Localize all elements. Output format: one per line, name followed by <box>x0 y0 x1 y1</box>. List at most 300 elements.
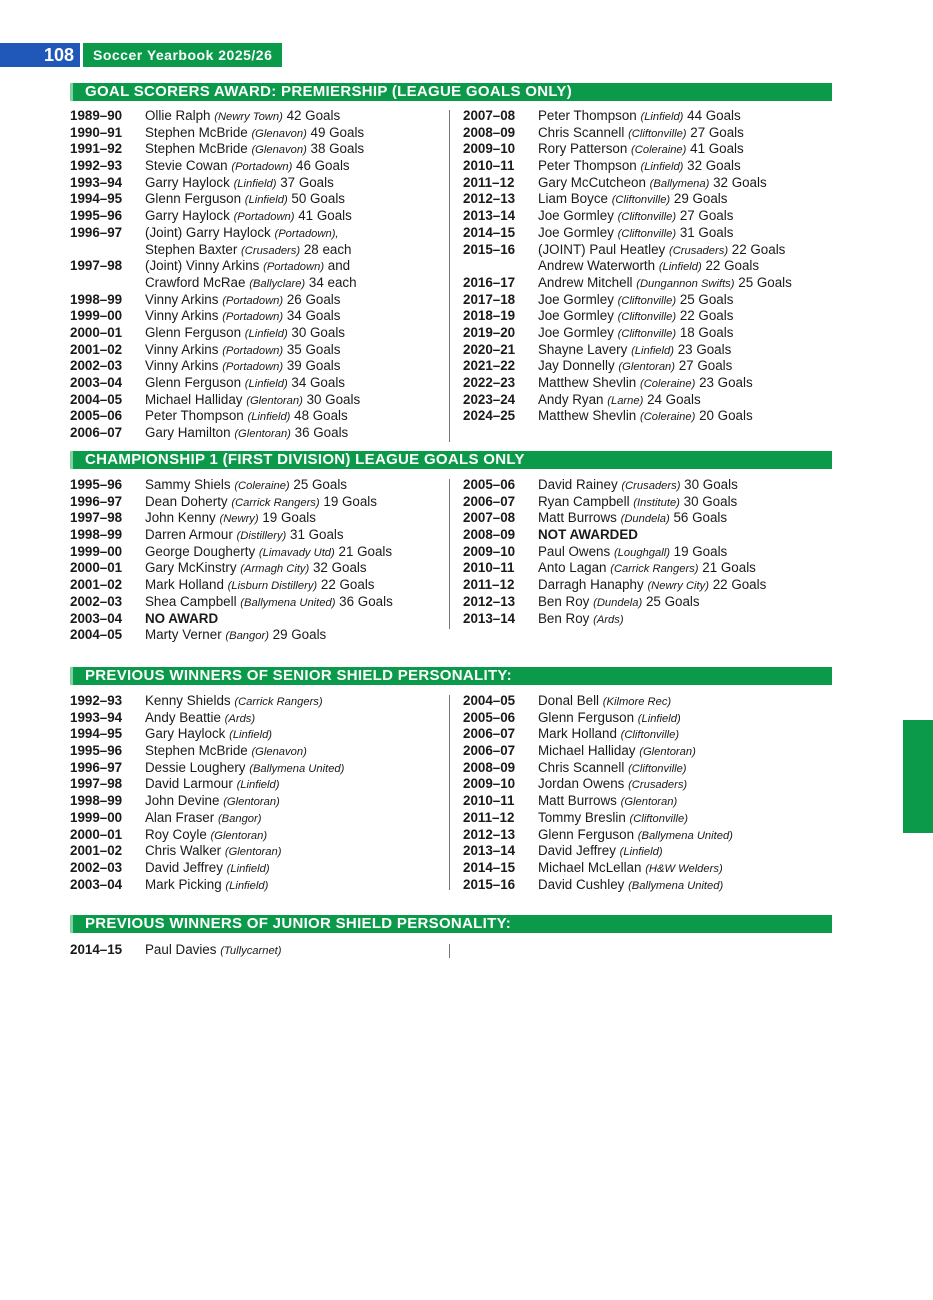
club-name: (Portadown) <box>233 211 295 224</box>
club-name: (Linfield) <box>244 327 288 340</box>
club-name: (Linfield) <box>619 846 663 859</box>
goal-count: 19 Goals <box>323 493 377 509</box>
list-item <box>70 627 440 644</box>
season-year: 2012–13 <box>463 593 516 609</box>
goal-count: 38 Goals <box>310 141 365 157</box>
goal-count: 22 Goals <box>679 308 734 324</box>
premiership-right-list <box>463 108 823 425</box>
player-name: David Larmour <box>145 776 233 792</box>
club-name: (Glentoran) <box>234 428 291 441</box>
winner-entry <box>145 544 392 562</box>
column-divider <box>449 695 450 890</box>
player-name: Gary Haylock <box>145 726 226 742</box>
club-name: (Newry Town) <box>214 111 283 123</box>
goal-count: 34 each <box>308 274 357 290</box>
player-name: Vinny Arkins <box>145 308 219 324</box>
winner-entry <box>145 141 364 159</box>
club-name: (Tullycarnet) <box>220 945 282 957</box>
winner-entry <box>538 175 767 193</box>
player-name: Joe Gormley <box>538 291 614 307</box>
publication-title: Soccer Yearbook 2025/26 <box>83 43 282 67</box>
list-item <box>463 477 823 494</box>
club-name: (Portadown) <box>222 311 284 324</box>
winner-entry <box>538 258 759 276</box>
season-year: 2006–07 <box>463 726 516 742</box>
player-name: Ollie Ralph <box>145 108 211 123</box>
season-year: 2010–11 <box>463 158 515 174</box>
player-name: Donal Bell <box>538 693 600 708</box>
season-year: 1998–99 <box>70 527 123 543</box>
season-year: 2022–23 <box>463 375 516 390</box>
list-item <box>463 494 823 511</box>
list-item <box>463 225 823 242</box>
club-name: (Cliftonville) <box>629 812 688 825</box>
club-name: (Portadown) <box>222 294 284 307</box>
season-year: 2011–12 <box>463 174 515 190</box>
list-item <box>70 877 440 894</box>
player-name: Darragh Hanaphy <box>538 577 644 593</box>
winner-entry <box>145 325 345 343</box>
winner-entry <box>538 308 733 326</box>
list-item <box>70 793 440 810</box>
section-title-senior-shield: PREVIOUS WINNERS OF SENIOR SHIELD PERSONALITY: <box>70 667 832 685</box>
club-name: (Cliftonville) <box>628 127 687 140</box>
club-name: (Portadown), <box>274 227 339 240</box>
player-name: Stephen McBride <box>145 124 248 140</box>
list-item <box>70 760 440 777</box>
player-name: Joe Gormley <box>538 324 614 340</box>
goal-count: 31 Goals <box>679 224 734 240</box>
club-name: (Distillery) <box>236 530 287 543</box>
winner-entry <box>145 810 261 828</box>
winner-entry <box>538 275 792 293</box>
list-item <box>463 527 823 544</box>
club-name: (Carrick Rangers) <box>610 563 699 576</box>
player-name: Gary Hamilton <box>145 425 231 441</box>
player-name: Matthew Shevlin <box>538 375 637 390</box>
list-item <box>70 392 440 409</box>
player-name: Matt Burrows <box>538 510 617 526</box>
player-name: Peter Thompson <box>538 108 637 123</box>
winner-entry <box>145 275 357 293</box>
club-name: (Lisburn Distillery) <box>227 580 318 593</box>
club-name: (Cliftonville) <box>617 311 677 324</box>
list-item <box>70 693 440 710</box>
goal-count: 25 Goals <box>738 274 792 290</box>
season-year: 1997–98 <box>70 776 123 792</box>
page-number: 108 <box>0 43 80 67</box>
winner-entry <box>145 158 350 176</box>
player-name: Stephen McBride <box>145 141 248 157</box>
season-year: 1992–93 <box>70 693 123 708</box>
list-item <box>70 843 440 860</box>
goal-count: 48 Goals <box>294 408 348 424</box>
winner-entry <box>538 292 733 310</box>
list-item <box>70 560 440 577</box>
list-item <box>70 158 440 175</box>
club-name: (Loughgall) <box>613 546 670 559</box>
list-item <box>70 477 440 494</box>
player-name: Matthew Shevlin <box>538 408 637 424</box>
winner-entry <box>145 308 340 326</box>
list-item <box>70 425 440 442</box>
season-year: 2013–14 <box>463 843 516 859</box>
goal-count: 32 Goals <box>312 560 367 576</box>
goal-count: 56 Goals <box>673 510 728 526</box>
goal-count: 36 Goals <box>294 425 349 441</box>
goal-count: 30 Goals <box>683 493 738 509</box>
goal-count: 22 Goals <box>705 258 760 274</box>
club-name: (Cliftonville) <box>617 227 677 240</box>
winner-entry <box>538 693 671 711</box>
club-name: (Ballymena United) <box>628 879 724 892</box>
junior-shield-left-list <box>70 942 440 959</box>
season-year: 2020–21 <box>463 341 516 357</box>
winner-entry <box>538 527 638 544</box>
player-name: Chris Scannell <box>538 759 625 775</box>
season-year: 1998–99 <box>70 291 123 307</box>
season-year: 2012–13 <box>463 826 516 842</box>
list-item <box>463 141 823 158</box>
player-name: Ben Roy <box>538 610 590 626</box>
player-name: Crawford McRae <box>145 274 246 290</box>
winner-entry <box>145 611 218 628</box>
season-year: 2013–14 <box>463 610 516 626</box>
list-item <box>70 292 440 309</box>
club-name: (Limavady Utd) <box>258 546 335 559</box>
season-year: 2003–04 <box>70 610 123 626</box>
player-name: Chris Scannell <box>538 124 625 140</box>
player-name: Mark Holland <box>538 726 617 742</box>
list-item <box>463 242 823 259</box>
winner-entry <box>538 510 727 528</box>
player-name: Dean Doherty <box>145 493 228 509</box>
page-header <box>0 43 282 67</box>
section-title-premiership: GOAL SCORERS AWARD: PREMIERSHIP (LEAGUE GOALS ONLY) <box>70 83 832 101</box>
goal-count: 49 Goals <box>310 124 365 140</box>
list-item <box>70 225 440 242</box>
player-name: Glenn Ferguson <box>145 375 242 390</box>
season-year: 2003–04 <box>70 876 123 892</box>
goal-count: 22 Goals <box>320 577 375 593</box>
list-item <box>463 693 823 710</box>
list-item <box>70 743 440 760</box>
goal-count: 18 Goals <box>679 324 734 340</box>
list-item <box>70 494 440 511</box>
club-name: (Coleraine) <box>639 378 696 390</box>
season-year: 2011–12 <box>463 809 515 825</box>
season-year: 2010–11 <box>463 793 515 809</box>
season-year: 2008–09 <box>463 527 516 543</box>
club-name: (Linfield) <box>225 879 269 892</box>
player-name: Stevie Cowan <box>145 158 228 174</box>
winner-entry <box>538 158 741 176</box>
club-name: (Glentoran) <box>639 746 696 759</box>
list-item <box>463 158 823 175</box>
club-name: (Glenavon) <box>251 127 307 140</box>
goal-count: 32 Goals <box>687 158 741 174</box>
list-item <box>70 510 440 527</box>
club-name: (Linfield) <box>233 177 277 190</box>
season-year: 1994–95 <box>70 191 123 207</box>
winner-entry <box>538 358 732 376</box>
season-year: 1995–96 <box>70 477 123 492</box>
list-item <box>70 726 440 743</box>
winner-entry <box>538 408 753 426</box>
club-name: (Linfield) <box>631 344 674 357</box>
winner-entry <box>145 843 281 861</box>
goal-count: 26 Goals <box>286 291 341 307</box>
side-tab-marker <box>903 720 933 833</box>
season-year: 2023–24 <box>463 391 516 407</box>
list-item <box>70 810 440 827</box>
player-name: Marty Verner <box>145 627 222 643</box>
goal-count: and <box>327 258 351 274</box>
season-year: 1994–95 <box>70 726 123 742</box>
list-item <box>70 141 440 158</box>
season-year: 2006–07 <box>463 493 516 509</box>
player-name: Rory Patterson <box>538 141 628 157</box>
goal-count: 41 Goals <box>298 208 352 224</box>
season-year: 2004–05 <box>463 693 516 708</box>
column-divider <box>449 944 450 958</box>
winner-entry <box>538 191 727 209</box>
winner-entry <box>145 342 340 360</box>
season-year: 2012–13 <box>463 191 516 207</box>
goal-count: 50 Goals <box>291 191 346 207</box>
club-name: (Dungannon Swifts) <box>636 277 735 290</box>
list-item <box>70 175 440 192</box>
winner-entry <box>145 577 375 595</box>
winner-entry <box>145 358 340 376</box>
list-item <box>463 208 823 225</box>
list-item <box>70 577 440 594</box>
list-item <box>463 191 823 208</box>
club-name: (Ballymena United) <box>240 596 336 609</box>
player-name: Peter Thompson <box>145 408 244 424</box>
club-name: (Portadown) <box>222 361 284 374</box>
list-item <box>463 793 823 810</box>
list-item <box>463 325 823 342</box>
player-name: Shayne Lavery <box>538 341 628 357</box>
list-item <box>70 242 440 259</box>
winner-entry <box>145 760 344 778</box>
player-name: Mark Holland <box>145 577 224 593</box>
premiership-left-list <box>70 108 440 442</box>
club-name: (Linfield) <box>229 729 273 742</box>
goal-count: 42 Goals <box>286 108 341 123</box>
list-item <box>463 560 823 577</box>
winner-entry <box>145 693 323 711</box>
winner-entry <box>145 743 307 761</box>
season-year: 2010–11 <box>463 560 515 576</box>
club-name: (Coleraine) <box>631 144 687 157</box>
winner-entry <box>145 776 279 794</box>
championship-right-list <box>463 477 823 627</box>
player-name: Gary McKinstry <box>145 560 237 576</box>
season-year: 2017–18 <box>463 291 516 307</box>
player-name: Darren Armour <box>145 527 233 543</box>
player-name: Matt Burrows <box>538 793 617 809</box>
winner-entry <box>538 760 687 778</box>
season-year: 2014–15 <box>70 942 123 957</box>
list-item <box>70 942 440 959</box>
club-name: (Cliftonville) <box>617 211 677 224</box>
player-name: NO AWARD <box>145 610 219 626</box>
goal-count: 37 Goals <box>280 174 334 190</box>
season-year: 1999–00 <box>70 809 123 825</box>
season-year: 1995–96 <box>70 743 123 759</box>
list-item <box>70 611 440 628</box>
goal-count: 25 Goals <box>293 477 347 492</box>
club-name: (Cliftonville) <box>620 729 680 742</box>
club-name: (Linfield) <box>244 194 288 207</box>
season-year: 1995–96 <box>70 208 123 224</box>
goal-count: 19 Goals <box>673 543 728 559</box>
season-year: 2002–03 <box>70 859 123 875</box>
list-item <box>463 108 823 125</box>
season-year: 2009–10 <box>463 141 516 157</box>
club-name: (Dundela) <box>620 513 670 526</box>
list-item <box>70 191 440 208</box>
list-item <box>70 827 440 844</box>
winner-entry <box>145 292 340 310</box>
list-item <box>70 342 440 359</box>
winner-entry <box>145 510 316 528</box>
player-name: (JOINT) Paul Heatley <box>538 241 666 257</box>
list-item <box>463 392 823 409</box>
season-year: 1997–98 <box>70 510 123 526</box>
senior-shield-right-list <box>463 693 823 893</box>
player-name: George Dougherty <box>145 543 256 559</box>
season-year: 1996–97 <box>70 224 123 240</box>
list-item <box>463 743 823 760</box>
player-name: David Rainey <box>538 477 618 492</box>
winner-entry <box>145 710 255 728</box>
list-item <box>463 594 823 611</box>
player-name: Glenn Ferguson <box>538 826 635 842</box>
club-name: (Ballymena) <box>649 177 710 190</box>
club-name: (Ballymena United) <box>637 829 733 842</box>
player-name: Anto Lagan <box>538 560 607 576</box>
season-year: 1996–97 <box>70 493 123 509</box>
club-name: (Portadown) <box>231 161 293 174</box>
winner-entry <box>538 141 744 159</box>
player-name: Peter Thompson <box>538 158 637 174</box>
club-name: (Cliftonville) <box>617 294 677 307</box>
winner-entry <box>538 325 733 343</box>
list-item <box>463 308 823 325</box>
list-item <box>70 544 440 561</box>
player-name: Glenn Ferguson <box>145 191 242 207</box>
season-year: 2006–07 <box>463 743 516 759</box>
list-item <box>463 125 823 142</box>
list-item <box>463 810 823 827</box>
club-name: (Portadown) <box>263 261 325 274</box>
list-item <box>70 710 440 727</box>
club-name: (Linfield) <box>640 161 684 174</box>
winner-entry <box>538 494 737 512</box>
list-item <box>463 760 823 777</box>
season-year: 2000–01 <box>70 324 123 340</box>
season-year: 2018–19 <box>463 308 516 324</box>
winner-entry <box>145 125 364 143</box>
player-name: Stephen McBride <box>145 743 248 759</box>
club-name: (Linfield) <box>226 862 270 875</box>
winner-entry <box>538 810 688 828</box>
club-name: (Glentoran) <box>618 361 675 374</box>
list-item <box>70 358 440 375</box>
goal-count: 31 Goals <box>290 527 344 543</box>
player-name: Stephen Baxter <box>145 241 238 257</box>
season-year: 2007–08 <box>463 108 516 123</box>
club-name: (Glentoran) <box>210 829 268 842</box>
player-name: Vinny Arkins <box>145 341 219 357</box>
winner-entry <box>145 108 340 126</box>
season-year: 2008–09 <box>463 759 516 775</box>
player-name: Shea Campbell <box>145 593 237 609</box>
season-year: 2005–06 <box>463 709 516 725</box>
club-name: (Glentoran) <box>223 796 280 809</box>
senior-shield-left-list <box>70 693 440 893</box>
section-title-junior-shield: PREVIOUS WINNERS OF JUNIOR SHIELD PERSONALITY: <box>70 915 832 933</box>
player-name: Jay Donnelly <box>538 358 615 374</box>
column-divider <box>449 110 450 442</box>
winner-entry <box>145 477 347 495</box>
winner-entry <box>538 477 738 495</box>
goal-count: 25 Goals <box>645 593 700 609</box>
club-name: (Crusaders) <box>628 779 688 792</box>
winner-entry <box>538 208 733 226</box>
player-name: Vinny Arkins <box>145 358 219 374</box>
season-year: 2001–02 <box>70 341 123 357</box>
player-name: Kenny Shields <box>145 693 231 708</box>
club-name: (Coleraine) <box>639 411 696 424</box>
winner-entry <box>145 877 268 895</box>
season-year: 2006–07 <box>70 425 123 441</box>
season-year: 2009–10 <box>463 776 516 792</box>
player-name: Glenn Ferguson <box>538 709 635 725</box>
goal-count: 28 each <box>303 241 352 257</box>
player-name: (Joint) Garry Haylock <box>145 224 271 240</box>
club-name: (Dundela) <box>593 596 643 609</box>
club-name: (Glenavon) <box>251 144 307 157</box>
player-name: NOT AWARDED <box>538 527 638 543</box>
list-item <box>70 308 440 325</box>
player-name: Vinny Arkins <box>145 291 219 307</box>
winner-entry <box>145 225 339 243</box>
club-name: (Institute) <box>633 496 680 509</box>
winner-entry <box>538 594 700 612</box>
list-item <box>70 408 440 425</box>
club-name: (Linfield) <box>247 411 291 424</box>
list-item <box>463 877 823 894</box>
winner-entry <box>538 611 624 629</box>
goal-count: 41 Goals <box>690 141 744 157</box>
winner-entry <box>145 392 360 410</box>
winner-entry <box>145 627 326 645</box>
winner-entry <box>538 392 701 410</box>
goal-count: 29 Goals <box>272 627 327 643</box>
player-name: Liam Boyce <box>538 191 608 207</box>
winner-entry <box>538 877 723 895</box>
club-name: (Cliftonville) <box>617 327 677 340</box>
goal-count: 21 Goals <box>338 543 393 559</box>
winner-entry <box>145 191 345 209</box>
goal-count: 21 Goals <box>702 560 756 576</box>
season-year: 2024–25 <box>463 408 516 424</box>
winner-entry <box>538 860 723 878</box>
